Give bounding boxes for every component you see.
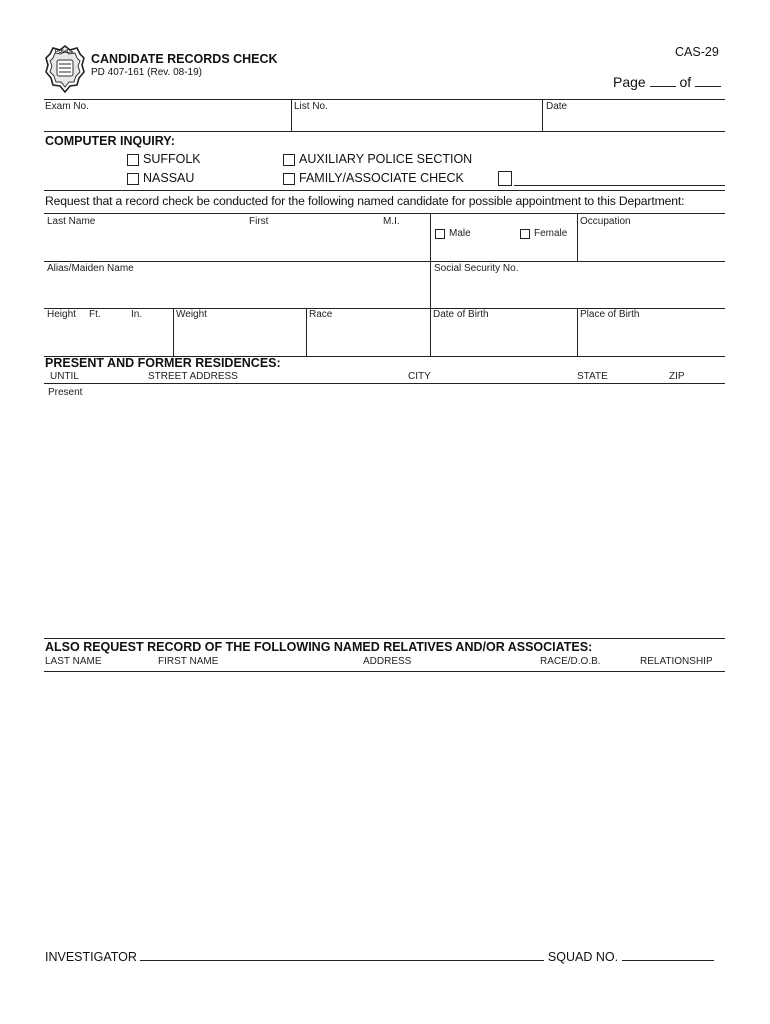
pob-label: Place of Birth: [580, 309, 640, 320]
investigator-field[interactable]: [140, 960, 544, 961]
suffolk-checkbox[interactable]: [127, 154, 139, 166]
male-label: Male: [449, 228, 471, 239]
col-street-address: STREET ADDRESS: [148, 371, 238, 382]
request-top-rule: [44, 190, 725, 191]
relatives-heading: ALSO REQUEST RECORD OF THE FOLLOWING NAMED RELATIVES AND/OR ASSOCIATES:: [45, 640, 593, 654]
police-badge-logo: [44, 44, 86, 94]
grid-line: [44, 213, 725, 214]
race-label: Race: [309, 309, 333, 320]
dob-field[interactable]: [431, 322, 576, 354]
list-no-label: List No.: [294, 101, 328, 112]
form-number: PD 407-161 (Rev. 08-19): [91, 67, 202, 78]
male-checkbox[interactable]: [435, 229, 445, 239]
ssn-field[interactable]: [431, 276, 724, 306]
page-label: Page: [613, 74, 646, 90]
residences-rule: [44, 383, 725, 384]
form-code: CAS-29: [675, 45, 719, 59]
nassau-label: NASSAU: [143, 171, 195, 185]
col-zip: ZIP: [669, 371, 685, 382]
weight-label: Weight: [176, 309, 207, 320]
computer-inquiry-heading: COMPUTER INQUIRY:: [45, 134, 175, 148]
page-number-field[interactable]: [650, 86, 676, 87]
auxiliary-checkbox[interactable]: [283, 154, 295, 166]
squad-no-field[interactable]: [622, 960, 714, 961]
col-city: CITY: [408, 371, 431, 382]
form-title: CANDIDATE RECORDS CHECK: [91, 52, 278, 66]
col-address: ADDRESS: [363, 656, 412, 667]
col-state: STATE: [577, 371, 608, 382]
alias-field[interactable]: [45, 276, 429, 306]
suffolk-label: SUFFOLK: [143, 152, 201, 166]
residences-entry-area[interactable]: [44, 400, 725, 636]
badge-text: POLICE: [55, 49, 74, 55]
investigator-label: INVESTIGATOR: [45, 950, 137, 964]
of-label: of: [679, 74, 692, 90]
page-counter: [613, 74, 721, 90]
exam-no-label: Exam No.: [45, 101, 89, 112]
name-field[interactable]: [45, 230, 429, 260]
mi-label: M.I.: [383, 216, 400, 227]
col-until: UNTIL: [50, 371, 79, 382]
top-row-bottom: [44, 131, 725, 132]
date-field[interactable]: [543, 112, 724, 130]
residences-heading: PRESENT AND FORMER RESIDENCES:: [45, 356, 281, 370]
female-checkbox[interactable]: [520, 229, 530, 239]
ssn-label: Social Security No.: [434, 263, 519, 274]
occupation-field[interactable]: [578, 230, 724, 260]
squad-no-label: SQUAD NO.: [547, 950, 619, 964]
alias-label: Alias/Maiden Name: [47, 263, 134, 274]
feet-label: Ft.: [89, 309, 101, 320]
page-total-field[interactable]: [695, 86, 721, 87]
other-checkbox[interactable]: [498, 171, 512, 186]
relatives-entry-area[interactable]: [44, 674, 725, 934]
inches-label: In.: [131, 309, 143, 320]
col-race-dob: RACE/D.O.B.: [540, 656, 601, 667]
first-name-label: First: [249, 216, 269, 227]
height-field[interactable]: [45, 322, 172, 354]
request-text: Request that a record check be conducted for the following named candidate for possible appointment to this Department:: [45, 194, 685, 208]
occupation-label: Occupation: [580, 216, 631, 227]
nassau-checkbox[interactable]: [127, 173, 139, 185]
family-checkbox[interactable]: [283, 173, 295, 185]
investigator-row: [45, 950, 714, 964]
relatives-rule: [44, 671, 725, 672]
height-label: Height: [47, 309, 76, 320]
grid-line: [44, 261, 725, 262]
list-no-field[interactable]: [292, 112, 541, 130]
pob-field[interactable]: [578, 322, 724, 354]
weight-field[interactable]: [174, 322, 305, 354]
female-label: Female: [534, 228, 568, 239]
dob-label: Date of Birth: [433, 309, 489, 320]
col-last-name: LAST NAME: [45, 656, 102, 667]
date-label: Date: [546, 101, 568, 112]
exam-no-field[interactable]: [44, 112, 290, 130]
present-label: Present: [48, 387, 83, 398]
race-field[interactable]: [307, 322, 429, 354]
col-first-name: FIRST NAME: [158, 656, 219, 667]
last-name-label: Last Name: [47, 216, 96, 227]
col-relationship: RELATIONSHIP: [640, 656, 713, 667]
relatives-top-rule: [44, 638, 725, 639]
family-label: FAMILY/ASSOCIATE CHECK: [299, 171, 464, 185]
auxiliary-label: AUXILIARY POLICE SECTION: [299, 152, 473, 166]
other-inquiry-field[interactable]: [514, 185, 725, 186]
top-row-border: [44, 99, 725, 100]
